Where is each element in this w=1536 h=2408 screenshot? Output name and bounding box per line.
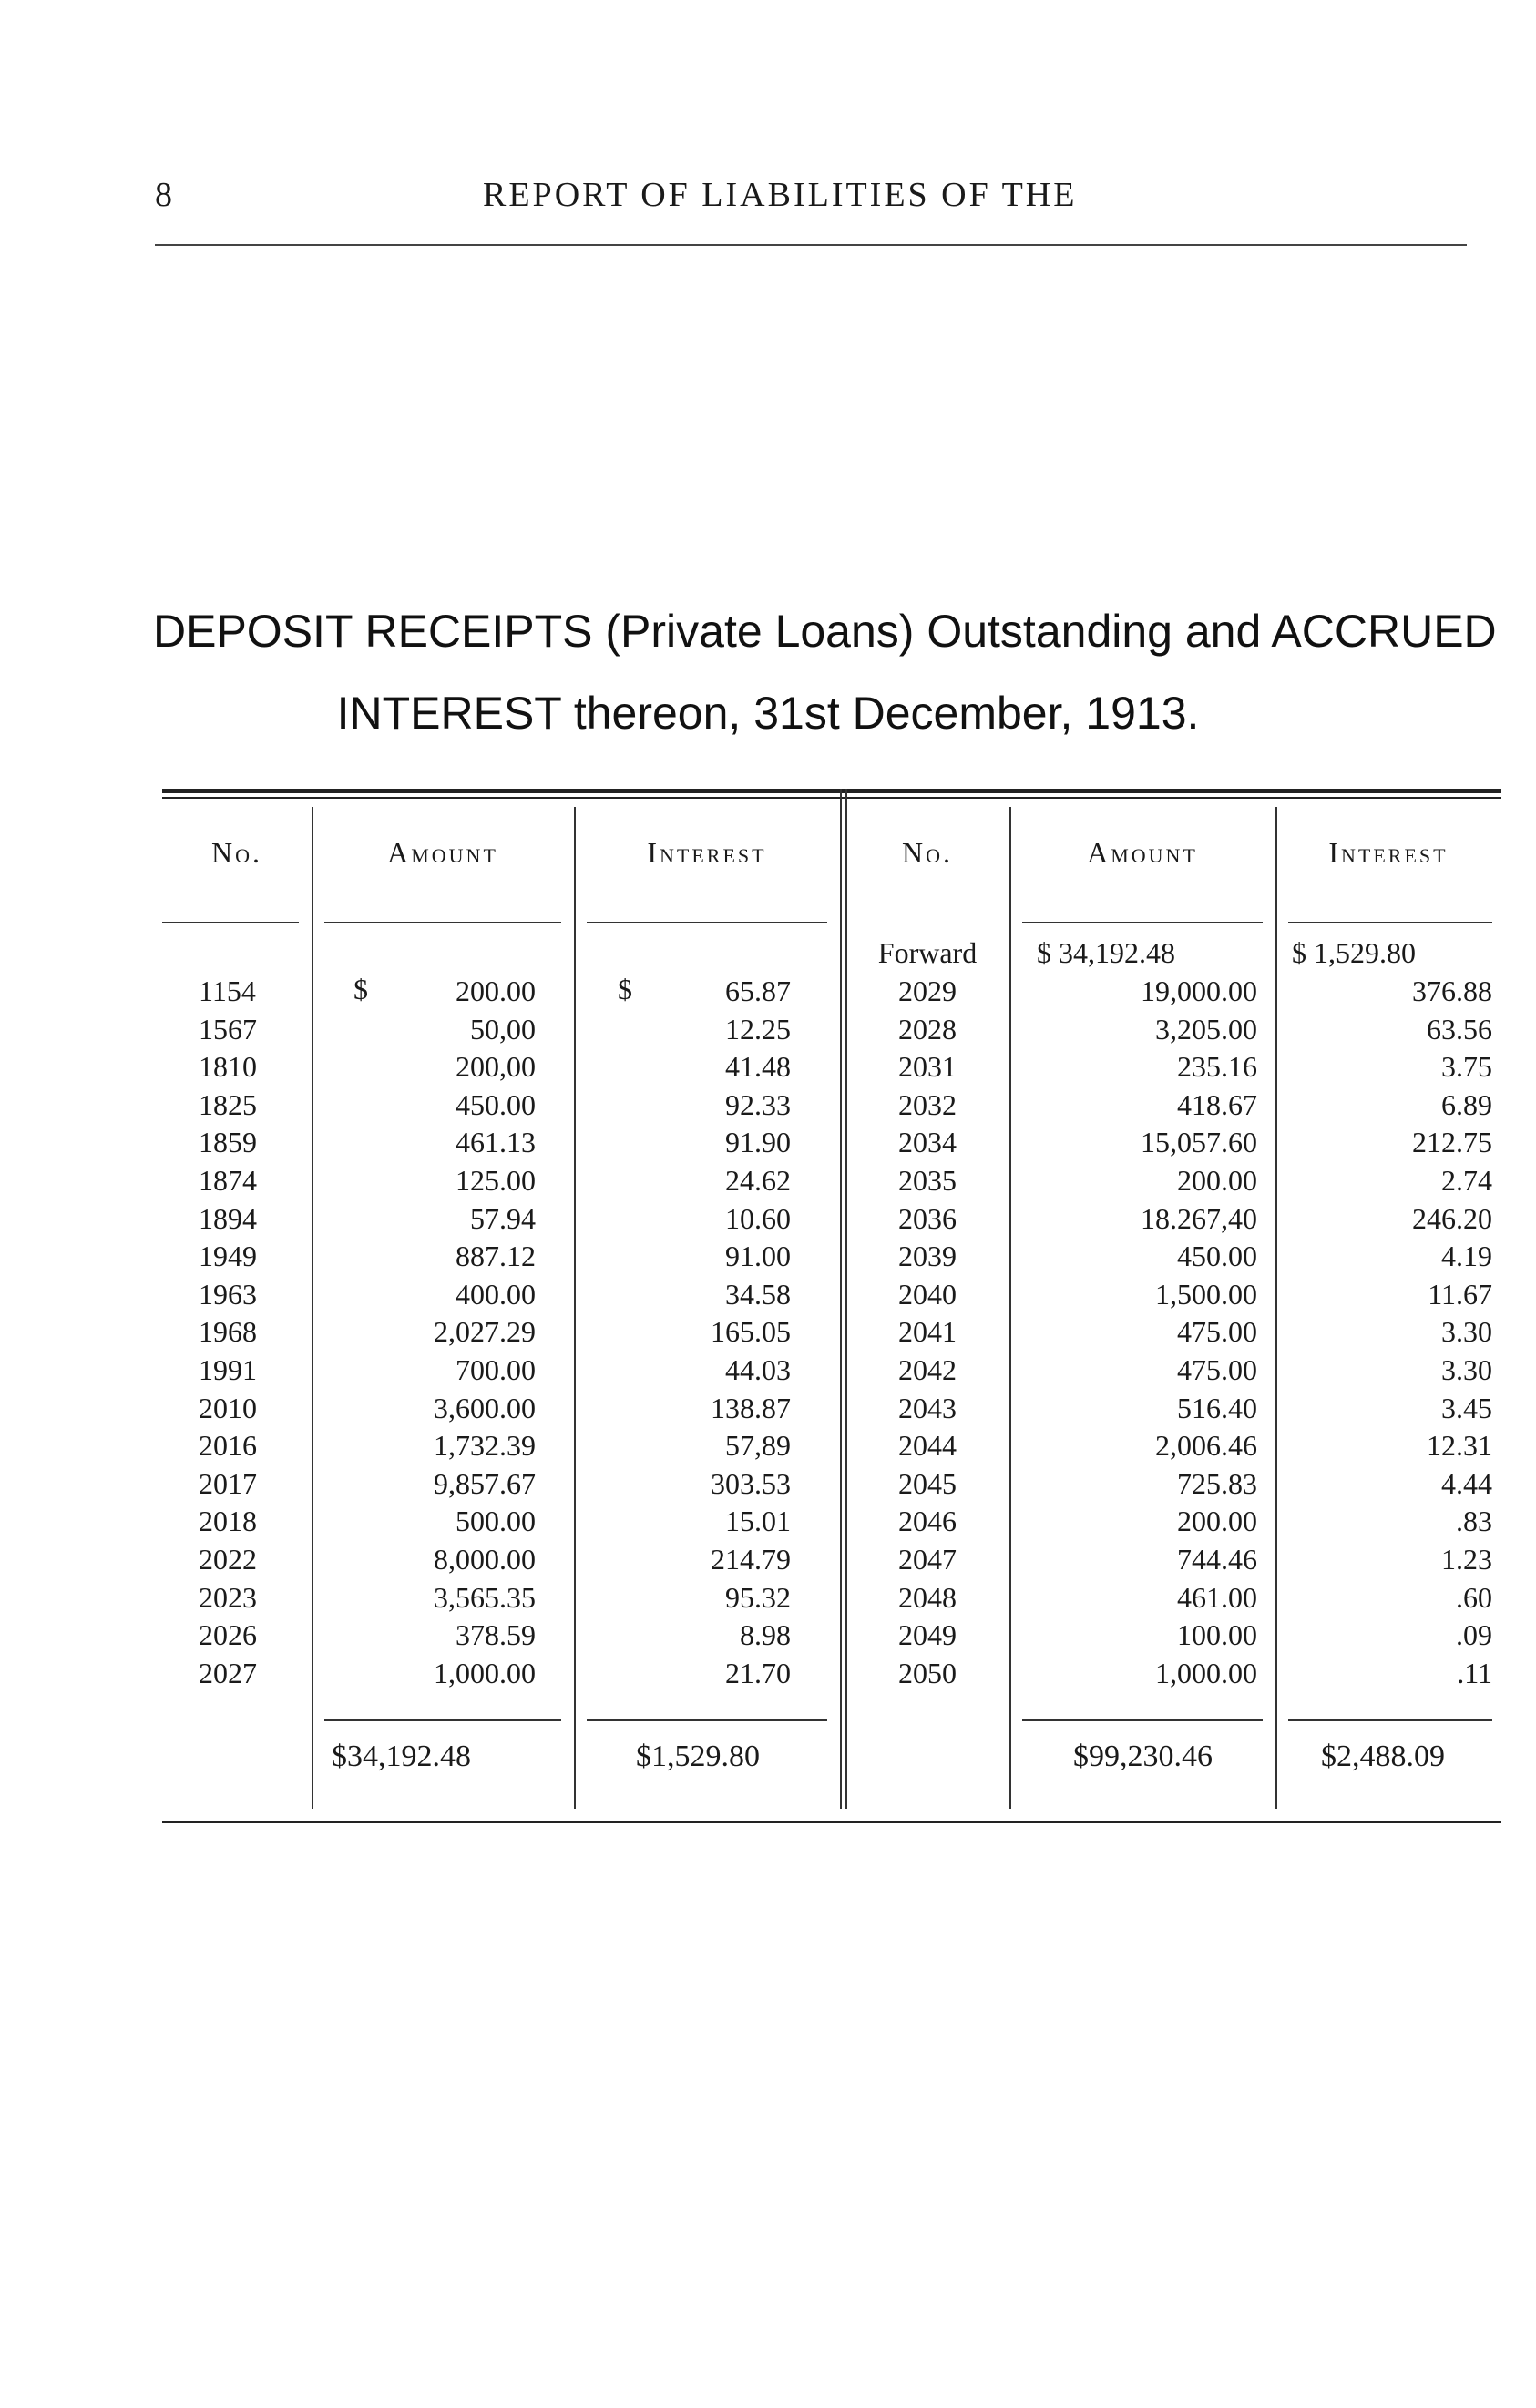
interest-cell: 34.58: [725, 1277, 791, 1311]
amount-cell: 450.00: [1177, 1240, 1257, 1273]
col-divider: [1009, 807, 1011, 1809]
left-no-column: [199, 973, 299, 1692]
amount-cell: 475.00: [1177, 1315, 1257, 1349]
amount-cell: 700.00: [456, 1352, 536, 1386]
receipt-number-cell: 1991: [199, 1352, 257, 1386]
amount-cell: 200.00: [456, 974, 536, 1007]
receipt-number-cell: 2035: [898, 1163, 957, 1197]
total-separator: [587, 1719, 827, 1721]
dollar-sign-amount: $: [353, 973, 368, 1005]
right-amount-column: [1019, 973, 1257, 1692]
page-number: 8: [155, 176, 172, 214]
interest-cell: 3.30: [1441, 1352, 1492, 1386]
interest-cell: 6.89: [1441, 1087, 1492, 1121]
amount-cell: 744.46: [1177, 1542, 1257, 1576]
header-no-left: No.: [211, 836, 262, 869]
receipt-number-cell: 2046: [898, 1505, 957, 1538]
receipt-number-cell: 1859: [199, 1126, 257, 1159]
receipt-number-cell: 1963: [199, 1277, 257, 1311]
interest-cell: 3.75: [1441, 1050, 1492, 1084]
receipt-number-cell: 2043: [898, 1391, 957, 1424]
amount-cell: 18.267,40: [1141, 1201, 1257, 1235]
interest-cell: 212.75: [1412, 1126, 1492, 1159]
amount-cell: 8,000.00: [434, 1542, 536, 1576]
amount-cell: 125.00: [456, 1163, 536, 1197]
header-separator: [1288, 922, 1492, 923]
col-divider: [1275, 807, 1277, 1809]
interest-cell: 214.79: [711, 1542, 791, 1576]
amount-cell: 3,600.00: [434, 1391, 536, 1424]
receipt-number-cell: 2027: [199, 1656, 257, 1689]
receipt-number-cell: 1154: [199, 974, 256, 1007]
receipt-number-cell: 1874: [199, 1163, 257, 1197]
interest-cell: 41.48: [725, 1050, 791, 1084]
amount-cell: 516.40: [1177, 1391, 1257, 1424]
amount-cell: 57.94: [470, 1201, 536, 1235]
total-amount-left: $34,192.48: [332, 1740, 471, 1773]
table-title-line-2: INTEREST thereon, 31st December, 1913.: [336, 688, 1200, 739]
total-separator: [324, 1719, 561, 1721]
left-interest-column: [581, 973, 791, 1692]
forward-label: Forward: [877, 936, 978, 969]
interest-cell: .11: [1457, 1656, 1492, 1689]
running-title: REPORT OF LIABILITIES OF THE: [483, 176, 1078, 214]
receipt-number-cell: 2032: [898, 1087, 957, 1121]
amount-cell: 475.00: [1177, 1352, 1257, 1386]
total-amount-right: $99,230.46: [1073, 1740, 1213, 1773]
receipt-number-cell: 2045: [898, 1466, 957, 1500]
dollar-sign-interest: $: [618, 973, 632, 1005]
amount-cell: 1,000.00: [434, 1656, 536, 1689]
receipt-number-cell: 2026: [199, 1618, 257, 1652]
receipt-number-cell: 2022: [199, 1542, 257, 1576]
amount-cell: 3,565.35: [434, 1580, 536, 1614]
interest-cell: 12.25: [725, 1012, 791, 1046]
amount-cell: 19,000.00: [1141, 974, 1257, 1007]
center-double-divider: [840, 789, 842, 1809]
receipt-number-cell: 2040: [898, 1277, 957, 1311]
amount-cell: 450.00: [456, 1087, 536, 1121]
interest-cell: 376.88: [1412, 974, 1492, 1007]
amount-cell: 235.16: [1177, 1050, 1257, 1084]
receipt-number-cell: 2034: [898, 1126, 957, 1159]
interest-cell: 3.30: [1441, 1315, 1492, 1349]
amount-cell: 200,00: [456, 1050, 536, 1084]
receipt-number-cell: 2050: [898, 1656, 957, 1689]
receipt-number-cell: 2036: [898, 1201, 957, 1235]
receipt-number-cell: 2029: [898, 974, 957, 1007]
table-top-rule: [162, 789, 1501, 793]
interest-cell: 91.00: [725, 1240, 791, 1273]
amount-cell: 461.00: [1177, 1580, 1257, 1614]
interest-cell: 92.33: [725, 1087, 791, 1121]
col-divider: [574, 807, 576, 1809]
amount-cell: 9,857.67: [434, 1466, 536, 1500]
header-separator: [587, 922, 827, 923]
amount-cell: 461.13: [456, 1126, 536, 1159]
deposit-receipts-table: [162, 789, 1501, 1836]
receipt-number-cell: 2048: [898, 1580, 957, 1614]
receipt-number-cell: 1949: [199, 1240, 257, 1273]
amount-cell: 2,006.46: [1155, 1429, 1257, 1463]
amount-cell: 200.00: [1177, 1163, 1257, 1197]
receipt-number-cell: 2018: [199, 1505, 257, 1538]
total-separator: [1022, 1719, 1263, 1721]
receipt-number-cell: 2042: [898, 1352, 957, 1386]
receipt-number-cell: 1968: [199, 1315, 257, 1349]
amount-cell: 2,027.29: [434, 1315, 536, 1349]
receipt-number-cell: 1567: [199, 1012, 257, 1046]
amount-cell: 725.83: [1177, 1466, 1257, 1500]
amount-cell: 400.00: [456, 1277, 536, 1311]
header-rule: [155, 244, 1467, 246]
table-bottom-rule: [162, 1821, 1501, 1823]
interest-cell: 95.32: [725, 1580, 791, 1614]
amount-cell: 200.00: [1177, 1505, 1257, 1538]
amount-cell: 15,057.60: [1141, 1126, 1257, 1159]
interest-cell: 303.53: [711, 1466, 791, 1500]
receipt-number-cell: 2049: [898, 1618, 957, 1652]
amount-cell: 50,00: [470, 1012, 536, 1046]
amount-cell: 887.12: [456, 1240, 536, 1273]
header-interest-right: Interest: [1328, 836, 1449, 869]
receipt-number-cell: 1810: [199, 1050, 257, 1084]
receipt-number-cell: 2016: [199, 1429, 257, 1463]
col-divider: [312, 807, 313, 1809]
forward-amount: $ 34,192.48: [1037, 936, 1175, 969]
receipt-number-cell: 2028: [898, 1012, 957, 1046]
receipt-number-cell: 2044: [898, 1429, 957, 1463]
header-interest-left: Interest: [647, 836, 767, 869]
interest-cell: 65.87: [725, 974, 791, 1007]
interest-cell: 4.19: [1441, 1240, 1492, 1273]
total-separator: [1288, 1719, 1492, 1721]
interest-cell: 4.44: [1441, 1466, 1492, 1500]
header-amount-right: Amount: [1087, 836, 1198, 869]
interest-cell: 91.90: [725, 1126, 791, 1159]
interest-cell: 2.74: [1441, 1163, 1492, 1197]
amount-cell: 1,000.00: [1155, 1656, 1257, 1689]
forward-interest: $ 1,529.80: [1292, 936, 1416, 969]
interest-cell: .60: [1456, 1580, 1492, 1614]
receipt-number-cell: 1894: [199, 1201, 257, 1235]
header-no-right: No.: [902, 836, 953, 869]
receipt-number-cell: 2047: [898, 1542, 957, 1576]
receipt-number-cell: 2031: [898, 1050, 957, 1084]
header-amount-left: Amount: [387, 836, 498, 869]
amount-cell: 500.00: [456, 1505, 536, 1538]
right-interest-column: [1283, 973, 1492, 1692]
receipt-number-cell: 2023: [199, 1580, 257, 1614]
right-no-column: [847, 973, 1008, 1692]
interest-cell: .83: [1456, 1505, 1492, 1538]
interest-cell: 57,89: [725, 1429, 791, 1463]
amount-cell: 3,205.00: [1155, 1012, 1257, 1046]
total-interest-left: $1,529.80: [636, 1740, 760, 1773]
receipt-number-cell: 2039: [898, 1240, 957, 1273]
amount-cell: 100.00: [1177, 1618, 1257, 1652]
interest-cell: 138.87: [711, 1391, 791, 1424]
interest-cell: 8.98: [740, 1618, 791, 1652]
receipt-number-cell: 2010: [199, 1391, 257, 1424]
header-separator: [324, 922, 561, 923]
interest-cell: 21.70: [725, 1656, 791, 1689]
receipt-number-cell: 1825: [199, 1087, 257, 1121]
interest-cell: 1.23: [1441, 1542, 1492, 1576]
amount-cell: 418.67: [1177, 1087, 1257, 1121]
interest-cell: 3.45: [1441, 1391, 1492, 1424]
interest-cell: 44.03: [725, 1352, 791, 1386]
total-interest-right: $2,488.09: [1321, 1740, 1445, 1773]
interest-cell: 246.20: [1412, 1201, 1492, 1235]
amount-cell: 1,500.00: [1155, 1277, 1257, 1311]
left-amount-column: [317, 973, 536, 1692]
table-title-line-1: DEPOSIT RECEIPTS (Private Loans) Outstanding and ACCRUED: [153, 606, 1497, 657]
interest-cell: 24.62: [725, 1163, 791, 1197]
interest-cell: 12.31: [1427, 1429, 1492, 1463]
header-separator: [1022, 922, 1263, 923]
interest-cell: 15.01: [725, 1505, 791, 1538]
interest-cell: 10.60: [725, 1201, 791, 1235]
interest-cell: 63.56: [1427, 1012, 1492, 1046]
interest-cell: 11.67: [1428, 1277, 1492, 1311]
header-separator: [162, 922, 299, 923]
receipt-number-cell: 2017: [199, 1466, 257, 1500]
receipt-number-cell: 2041: [898, 1315, 957, 1349]
interest-cell: 165.05: [711, 1315, 791, 1349]
interest-cell: .09: [1456, 1618, 1492, 1652]
amount-cell: 1,732.39: [434, 1429, 536, 1463]
table-top-rule-thin: [162, 797, 1501, 799]
amount-cell: 378.59: [456, 1618, 536, 1652]
